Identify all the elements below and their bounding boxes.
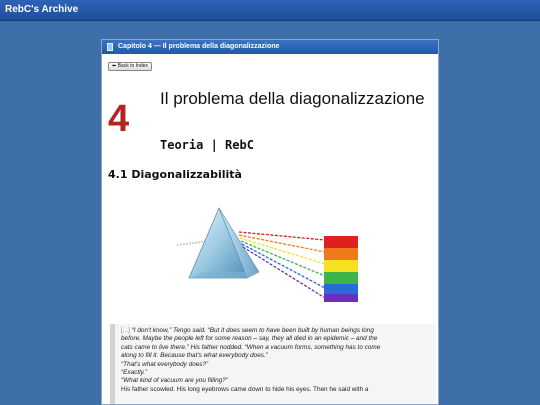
panel-header-title: Capitolo 4 — Il problema della diagonalizzazione [118, 43, 280, 50]
blockquote [110, 324, 436, 405]
quote-line: along to fill it. Because that's what everybody does.” [121, 352, 268, 360]
quote-line: before. Maybe the people left for some reason – say, they all died in an epidemic – and the [121, 335, 378, 343]
section-heading: 4.1 Diagonalizzabilità [108, 168, 242, 181]
quote-line: “What kind of vacuum are you filling?” [121, 377, 228, 385]
quote-line: “Exactly.” [121, 369, 148, 377]
back-to-index-button[interactable]: ⬅ Back to Index [108, 62, 152, 71]
quote-line: cats came to live there.” His father nodded. “When a vacuum forms, something has to come [121, 343, 381, 351]
chapter-panel [101, 39, 439, 405]
panel-header [102, 40, 438, 54]
top-bar [0, 0, 540, 21]
spectrum-screen [324, 236, 358, 302]
book-icon [107, 43, 113, 51]
prism-illustration [177, 200, 367, 310]
chapter-title: Il problema della diagonalizzazione [160, 89, 425, 108]
quote-ellipsis: [...] [121, 327, 130, 334]
quote-line: [...] “I don't know,” Tengo said. “But it does seem to have been built by human beings long [121, 327, 374, 334]
quote-line: “That's what everybody does?” [121, 360, 209, 368]
chapter-number: 4 [108, 98, 130, 140]
quote-line: His father scowled. His long eyebrows came down to hide his eyes. Then he said with a [121, 385, 369, 393]
chapter-subtitle: Teoria | RebC [160, 138, 254, 152]
site-title[interactable]: RebC's Archive [5, 4, 79, 15]
